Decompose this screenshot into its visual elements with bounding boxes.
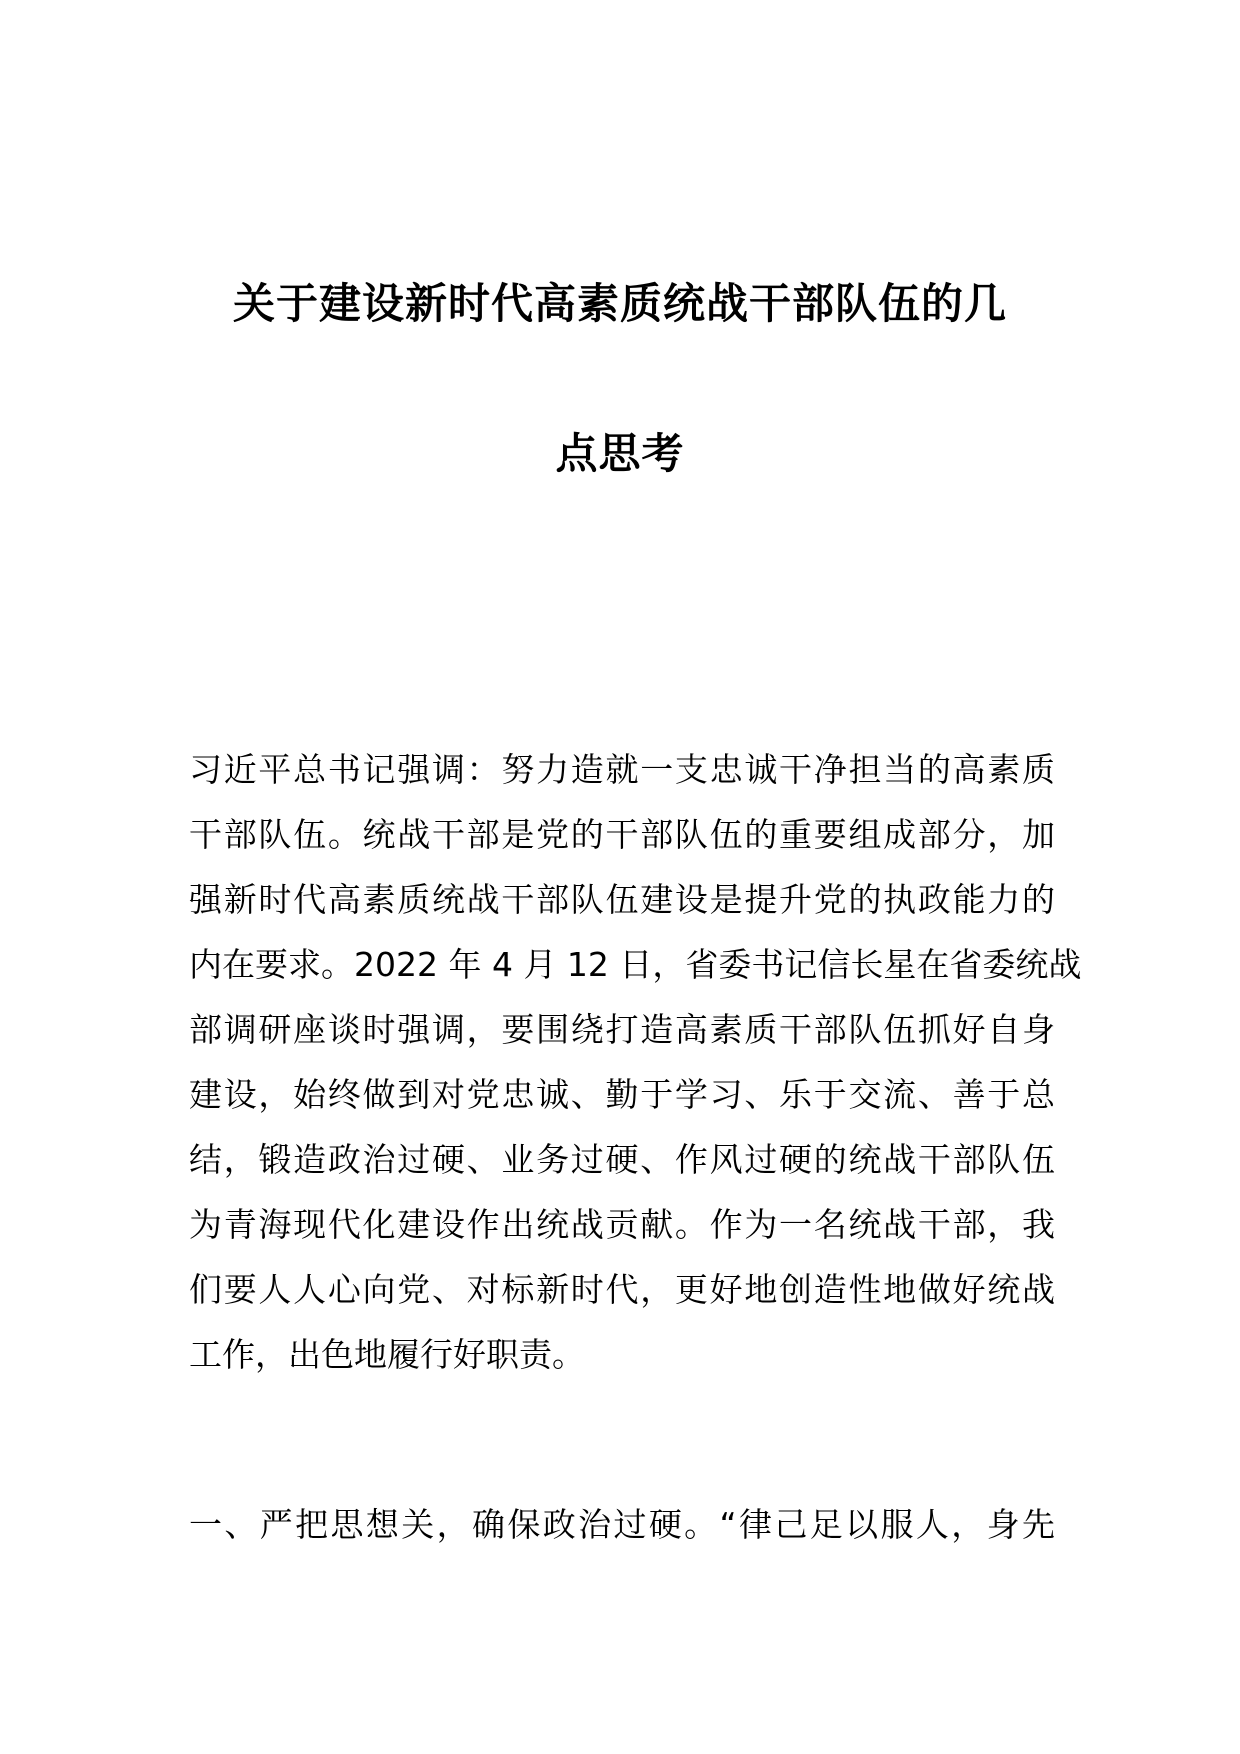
paragraph-line: 们要人人心向党、对标新时代，更好地创造性地做好统战 [189,1270,1055,1309]
paragraph-line: 内在要求。2022 年 4 月 12 日，省委书记信长星在省委统战 [189,945,1082,984]
paragraph-line: 干部队伍。统战干部是党的干部队伍的重要组成部分，加 [189,815,1055,854]
paragraph-line: 建设，始终做到对党忠诚、勤于学习、乐于交流、善于总 [189,1075,1055,1114]
document-title-line-2: 点思考 [555,429,685,478]
paragraph-line: 强新时代高素质统战干部队伍建设是提升党的执政能力的 [189,880,1055,919]
section-heading-line: 一、严把思想关，确保政治过硬。“律己足以服人，身先 [189,1505,1055,1544]
paragraph-line: 习近平总书记强调：努力造就一支忠诚干净担当的高素质 [189,750,1055,789]
paragraph-line: 工作，出色地履行好职责。 [189,1335,585,1374]
paragraph-line: 部调研座谈时强调，要围绕打造高素质干部队伍抓好自身 [189,1010,1055,1049]
paragraph-line: 为青海现代化建设作出统战贡献。作为一名统战干部，我 [189,1205,1055,1244]
paragraph-line: 结，锻造政治过硬、业务过硬、作风过硬的统战干部队伍 [189,1140,1055,1179]
document-title-line-1: 关于建设新时代高素质统战干部队伍的几 [232,279,1007,328]
